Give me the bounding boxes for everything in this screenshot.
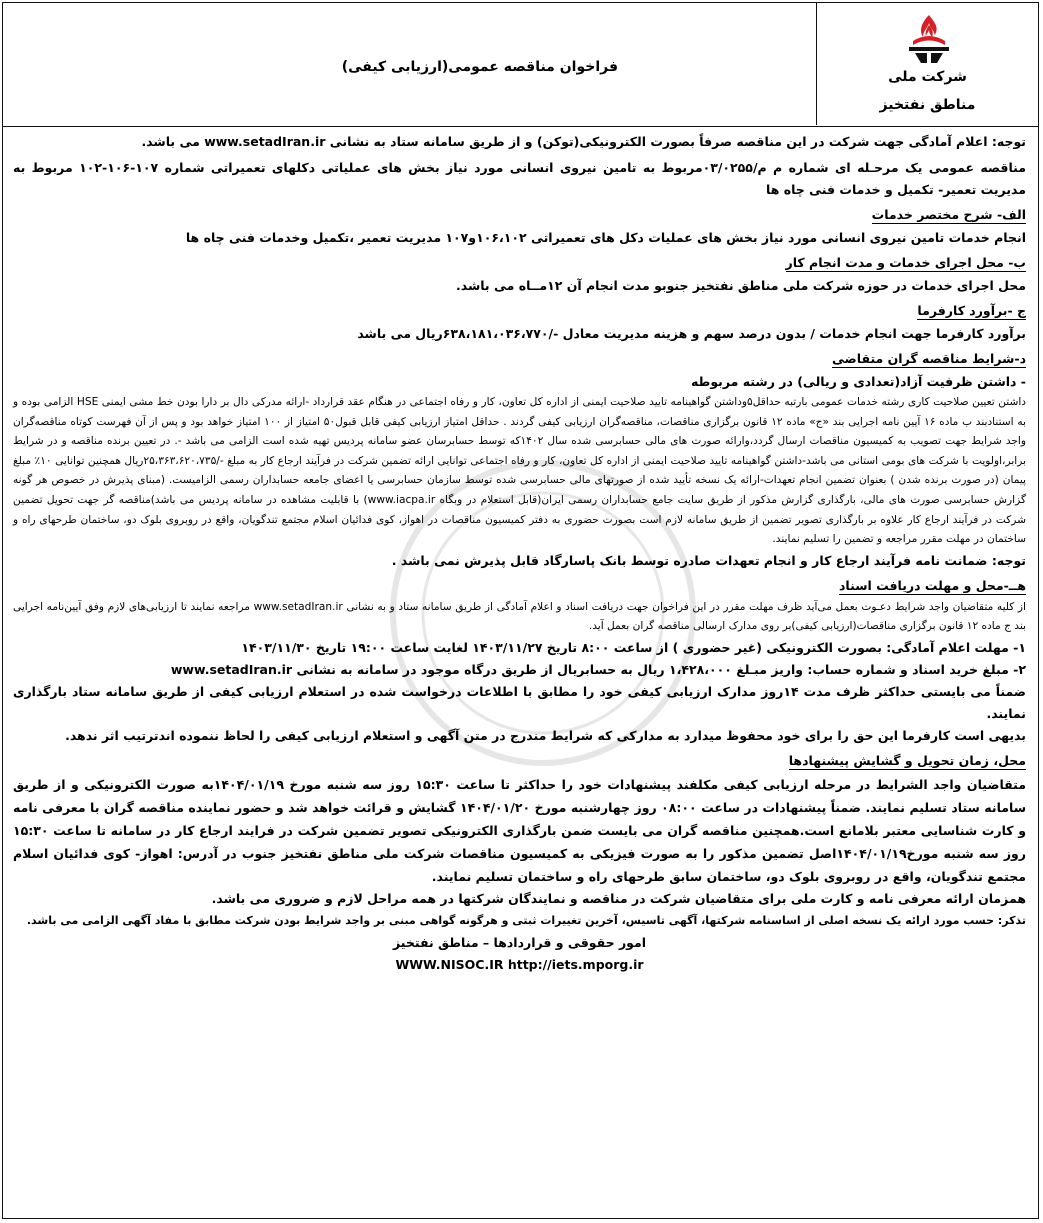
section-e-heading: هــ-محل و مهلت دریافت اسناد [838, 577, 1026, 593]
notice-title: فراخوان مناقصه عمومی(ارزیابی کیفی) [341, 59, 618, 75]
fee-item-2: ۲- مبلغ خرید اسناد و شماره حساب: واریز مبـلغ ۱،۴۲۸،۰۰۰ ریال به حسابریال از طریق درگاه موجود در سامانه به نشانی www.setadIran.ir [170, 661, 1026, 677]
deadline-item-1: ۱- مهلت اعلام آمادگی: بصورت الکترونیکی (غیر حضوری ) از ساعت ۸:۰۰ تاریخ ۱۴۰۳/۱۱/۲۷ لغایت ساعت ۱۹:۰۰ تاریخ ۱۴۰۳/۱۱/۳۰ [241, 639, 1026, 655]
note-reminder: تذکر: حسب مورد ارائه یک نسخه اصلی از اساسنامه شرکتها، آگهی تاسیس، آخرین تغییرات ثبتی و هرگونه گواهی مبنی بر واجد شرایط بودن شرکت مطابق با مفاد آگهی الزامی می باشد. [26, 913, 1026, 927]
notice-frame [2, 2, 1039, 1219]
section-b-heading: ب- محل اجرای خدمات و مدت انجام کار [785, 255, 1026, 270]
section-c-heading: ج -برآورد کارفرما [917, 303, 1026, 318]
company-name-line2: مناطق نفتخیز [879, 97, 976, 113]
section-d-subheading: - داشتن ظرفیت آزاد(تعدادی و ریالی) در رشته مربوطه [690, 374, 1026, 389]
note-intro: توجه: اعلام آمادگی جهت شرکت در این مناقصه صرفاً بصورت الکترونیکی(توکن) و از طریق سامانه ستاد به نشانی www.setadIran.ir می باشد. [141, 134, 1026, 149]
section-f-text: متقاضیان واجد الشرایط در مرحله ارزیابی کیفی مکلفند پیشنهادات خود را حداکثر تا ساعت ۱۵:۳۰ روز سه شنبه مورخ ۱۴۰۴/۰۱/۱۹به صورت الکترونیکی و از طریق سامانه ستاد تسلیم نمایند. ضمناً پیشنهادات در ساعت ۰۸:۰۰ روز چهارشنبه مورخ ۱۴۰۴/۰۱/۲۰ گشایش و قرائت خواهد شد و حضور نماینده مناقصه گران با معرفی نامه و کارت شناسایی معتبر بلامانع است.همچنین مناقصه گران می بایست ضمن بارگذاری الکترونیکی تصویر تضمین شرکت در فرایند ارجاع کار در سامانه تا ساعت ۱۵:۳۰ روز سه شنبه مورخ۱۴۰۴/۰۱/۱۹اصل تضمین مذکور را به صورت فیزیکی به کمیسیون مناقصات شرکت ملی مناطق نفتخیز جنوب در آدرس: اهواز- کوی فدائیان اسلام مجتمع تندگویان، واقع در روبروی بلوک دو، ساختمان سابق طرحهای راه و ساختمان تسلیم نمایند. [13, 776, 1027, 884]
section-e-text: از کلیه متقاضیان واجد شرایط دعـوت بعمل می‌آید ظرف مهلت مقرر در این فراخوان جهت دریافت اسناد و اعلام آمادگی از طریق سامانه ستاد و به نشانی www.setadIran.ir مراجعه نمایند تا ارزیابی‌های لازم وفق آیین‌نامه اجرایی بند ج ماده ۱۲ قانون برگزاری مناقصات(ارزیابی کیفی)بر روی مدارک ارسالی مناقصه گران بعمل آید. [13, 600, 1026, 633]
nioc-flame-logo-icon [899, 11, 959, 65]
company-name-line1: شرکت ملی [888, 69, 967, 85]
section-c-text: برآورد کارفرما جهت انجام خدمات / بدون درصد سهم و هزینه مدیریت معادل -/۶۳۸،۱۸۱،۰۳۶،۷۷۰ریال می باشد [357, 326, 1026, 341]
section-f-heading: محل، زمان تحویل و گشایش پیشنهادها [788, 752, 1026, 768]
note-id-card: همزمان ارائه معرفی نامه و کارت ملی برای متقاضیان شرکت در مناقصه و نمایندگان شرکتها در همه مراحل لازم و ضروری می باشد. [211, 890, 1026, 906]
tender-intro: مناقصه عمومی یک مرحـله ای شماره م م/۰۳/۰۲۵۵مربوط به تامین نیروی انسانی مورد نیاز بخش های عملیاتی دکلهای تعمیراتی شماره ۱۰۷-۱۰۶-۱۰۲ مربوط به مدیریت تعمیر- تکمیل و خدمات فنی چاه ها [13, 160, 1026, 197]
section-d-heading: د-شرایط مناقصه گران متقاضی [832, 351, 1026, 366]
footer-department: امور حقوقی و قراردادها – مناطق نفتخیز [392, 934, 647, 950]
section-a-text: انجام خدمات تامین نیروی انسانی مورد نیاز بخش های عملیات دکل های تعمیراتی ۱۰۶،۱۰۲و۱۰۷ مدیریت تعمیر ،تکمیل وخدمات فنی چاه ها [185, 230, 1026, 245]
note-documents: ضمناً می بایستی حداکثر ظرف مدت ۱۴روز مدارک ارزیابی کیفی خود را مطابق با اطلاعات درخواست شده در استعلام ارزیابی کیفی از طریق سامانه ستاد بارگذاری نمایند. [13, 683, 1026, 721]
note-rights: بدیهی است کارفرما این حق را برای خود محفوظ میدارد به مدارکی که شرایط مندرج در متن آگهی و استعلام ارزیابی کیفی را لحاظ ننموده اندترتیب اثر ندهد. [65, 727, 1026, 743]
notice-body [13, 131, 1026, 976]
section-d-text: داشتن تعیین صلاحیت کاری رشته خدمات عمومی بارتبه حداقل۵وداشتن گواهینامه تایید صلاحیت ایمنی از اداره کل تعاون، کار و رفاه اجتماعی در هنگام عقد قرارداد -ارائه مدرکی دال بر دارا بودن خط مشی ایمنی HSE الزامی بوده و به استنادبند ب ماده ۱۶ آیین نامه اجرایی بند «ج» ماده ۱۲ قانون برگزاری مناقصات، مناقصه‌گران ارزیابی کیفی گردند . حداقل امتیاز ارزیابی کیفی قابل قبول۵۰ امتیاز از ۱۰۰ امتیاز خواهد بود و پس از آن فهرست کوتاه مناقصه‌گران واجد شرایط جهت تصویب به کمیسیون مناقصات ارسال گردد،وارائه صورت های مالی حسابرسی شده سال ۱۴۰۲که توسط حسابرسان عضو سامانه پردیس تهیه شده است الزامی می باشد -. در تعیین برنده مناقصه و در شرایط برابر،اولویت با شرکت های بومی استانی می باشد-داشتن گواهینامه تایید صلاحیت ایمنی از اداره کل تعاون، کار و رفاه اجتماعی توانایی ارائه تضمین شرکت در فرآیند ارجاع کار به مبلغ -/۲۵،۳۶۳،۶۲۰،۷۳۵ریال همچنین توانایی ۱۰٪ مبلغ پیمان (در صورت برنده شدن ) بعنوان تضمین انجام تعهدات-ارائه یک نسخه تأیید شده از صورتهای مالی حسابرسی شده توسط سازمان حسابرسی یا اعضای جامعه حسابداران رسمی الزامیست. (مبنای پذیرش در خصوص هر گونه گزارش حسابرسی صورت های مالی، بارگذاری گزارش مذکور از طریق سایت جامع حسابداران رسمی ایران(قابل استعلام در وبگاه www.iacpa.ir) با قابلیت مشاهده در سامانه پردیس می باشد)مناقصه گر جهت تحویل تضمین شرکت در فرآیند ارجاع کار علاوه بر بارگذاری تصویر تضمین از طریق سامانه لازم است بصورت حضوری به دفتر کمیسیون مناقصات در اهواز، کوی فدائیان اسلام مجتمع تندگویان، واقع در روبروی بلوک دو، ساختمان طرحهای راه و ساختمان در مهلت مقرر مراجعه و تضمین را تسلیم نمایند. [13, 396, 1027, 546]
section-b-text: محل اجرای خدمات در حوزه شرکت ملی مناطق نفتخیز جنوبو مدت انجام آن ۱۲مــاه می باشد. [455, 278, 1026, 293]
section-a-heading: الف- شرح مختصر خدمات [871, 207, 1026, 222]
note-guarantee: توجه: ضمانت نامه فرآیند ارجاع کار و انجام تعهدات صادره توسط بانک پاسارگاد قابل پذیرش نمی باشد . [391, 552, 1026, 568]
footer-website: WWW.NISOC.IR http://iets.mporg.ir [395, 956, 644, 972]
company-logo-box [816, 3, 1038, 125]
notice-header [3, 3, 1038, 127]
